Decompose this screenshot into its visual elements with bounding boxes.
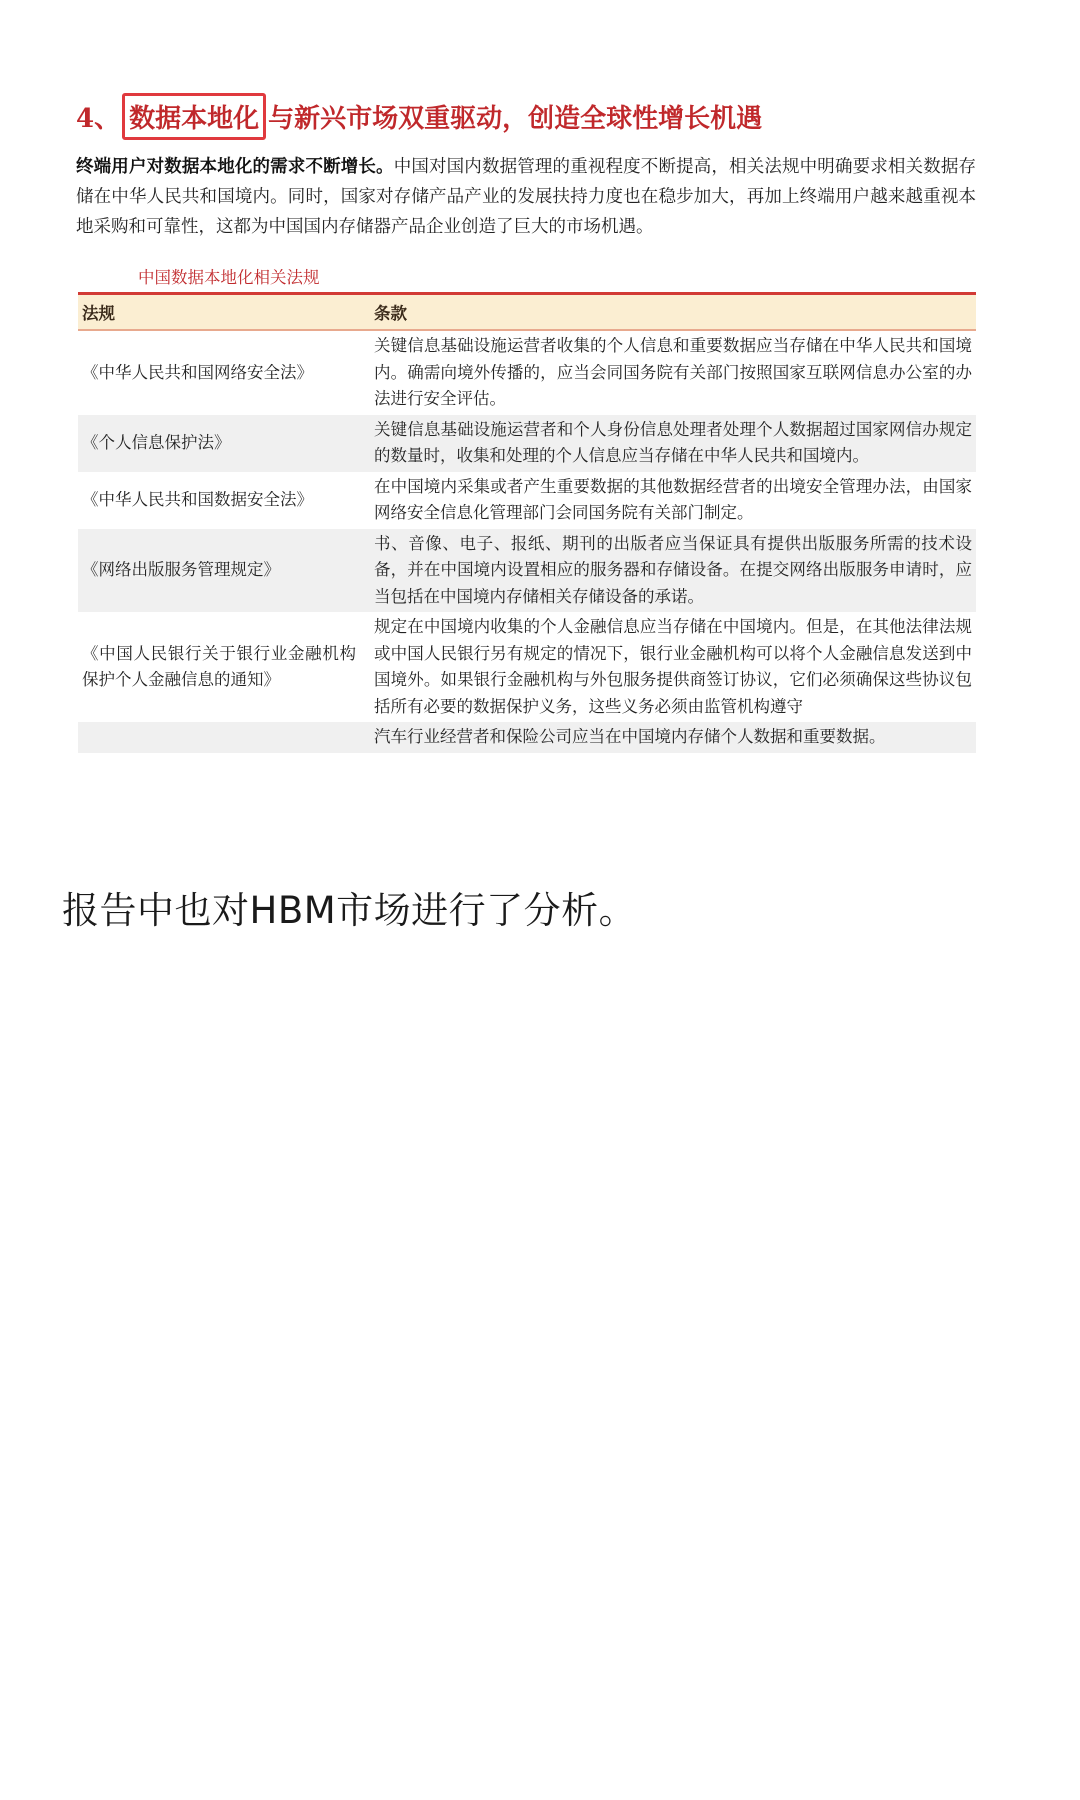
law-cell: 《中华人民共和国数据安全法》 [82,489,313,509]
header-clause: 条款 [374,304,407,323]
clause-cell: 关键信息基础设施运营者和个人身份信息处理者处理个人数据超过国家网信办规定的数量时，收集和处理的个人信息应当存储在中华人民共和国境内。 [374,419,972,465]
clause-cell: 书、音像、电子、报纸、期刊的出版者应当保证具有提供出版服务所需的技术设备，并在中国境内设置相应的服务器和存储设备。在提交网络出版服务申请时，应当包括在中国境内存储相关存储设备的承诺。 [374,533,972,606]
heading-number: 4、 [76,103,121,134]
intro-text: 中国对国内数据管理的重视程度不断提高，相关法规中明确要求相关数据存储在中华人民共和国境内。同时，国家对存储产品产业的发展扶持力度也在稳步加大，再加上终端用户越来越重视本地采购和可靠性，这都为中国国内存储器产品企业创造了巨大的市场机遇。 [76,157,977,237]
header-law: 法规 [82,304,115,323]
regulations-table [78,292,976,753]
law-cell [78,722,370,753]
post-body-text: 报告中也对HBM市场进行了分析。 [62,889,637,932]
intro-paragraph [76,152,976,242]
table-header-row [78,294,976,331]
table-row [78,722,976,753]
law-cell: 《中华人民共和国网络安全法》 [82,362,313,382]
table-row [78,472,976,529]
clause-cell: 关键信息基础设施运营者收集的个人信息和重要数据应当存储在中华人民共和国境内。确需向境外传播的，应当会同国务院有关部门按照国家互联网信息办公室的办法进行安全评估。 [374,336,972,408]
clause-cell: 汽车行业经营者和保险公司应当在中国境内存储个人数据和重要数据。 [374,727,886,746]
table-row [78,330,976,415]
clause-cell: 在中国境内采集或者产生重要数据的其他数据经营者的出境安全管理办法，由国家网络安全信息化管理部门会同国务院有关部门制定。 [374,476,972,522]
law-cell: 《个人信息保护法》 [82,432,231,452]
law-cell: 《中国人民银行关于银行业金融机构保护个人金融信息的通知》 [82,643,356,689]
report-screenshot-image[interactable] [74,92,980,825]
heading-rest: 与新兴市场双重驱动，创造全球性增长机遇 [268,103,763,134]
section-heading [76,92,762,140]
table-row [78,529,976,613]
clause-cell: 规定在中国境内收集的个人金融信息应当存储在中国境内。但是，在其他法律法规或中国人民银行另有规定的情况下，银行业金融机构可以将个人金融信息发送到中国境外。如果银行金融机构与外包服务提供商签订协议，它们必须确保这些协议包括所有必要的数据保护义务，这些义务必须由监管机构遵守 [374,617,972,716]
table-row [78,612,976,722]
intro-bold-lead: 终端用户对数据本地化的需求不断增长。 [76,157,394,177]
table-caption: 中国数据本地化相关法规 [138,268,320,287]
heading-highlight-box: 数据本地化 [122,93,266,140]
law-cell: 《网络出版服务管理规定》 [82,560,280,579]
table-row [78,415,976,472]
